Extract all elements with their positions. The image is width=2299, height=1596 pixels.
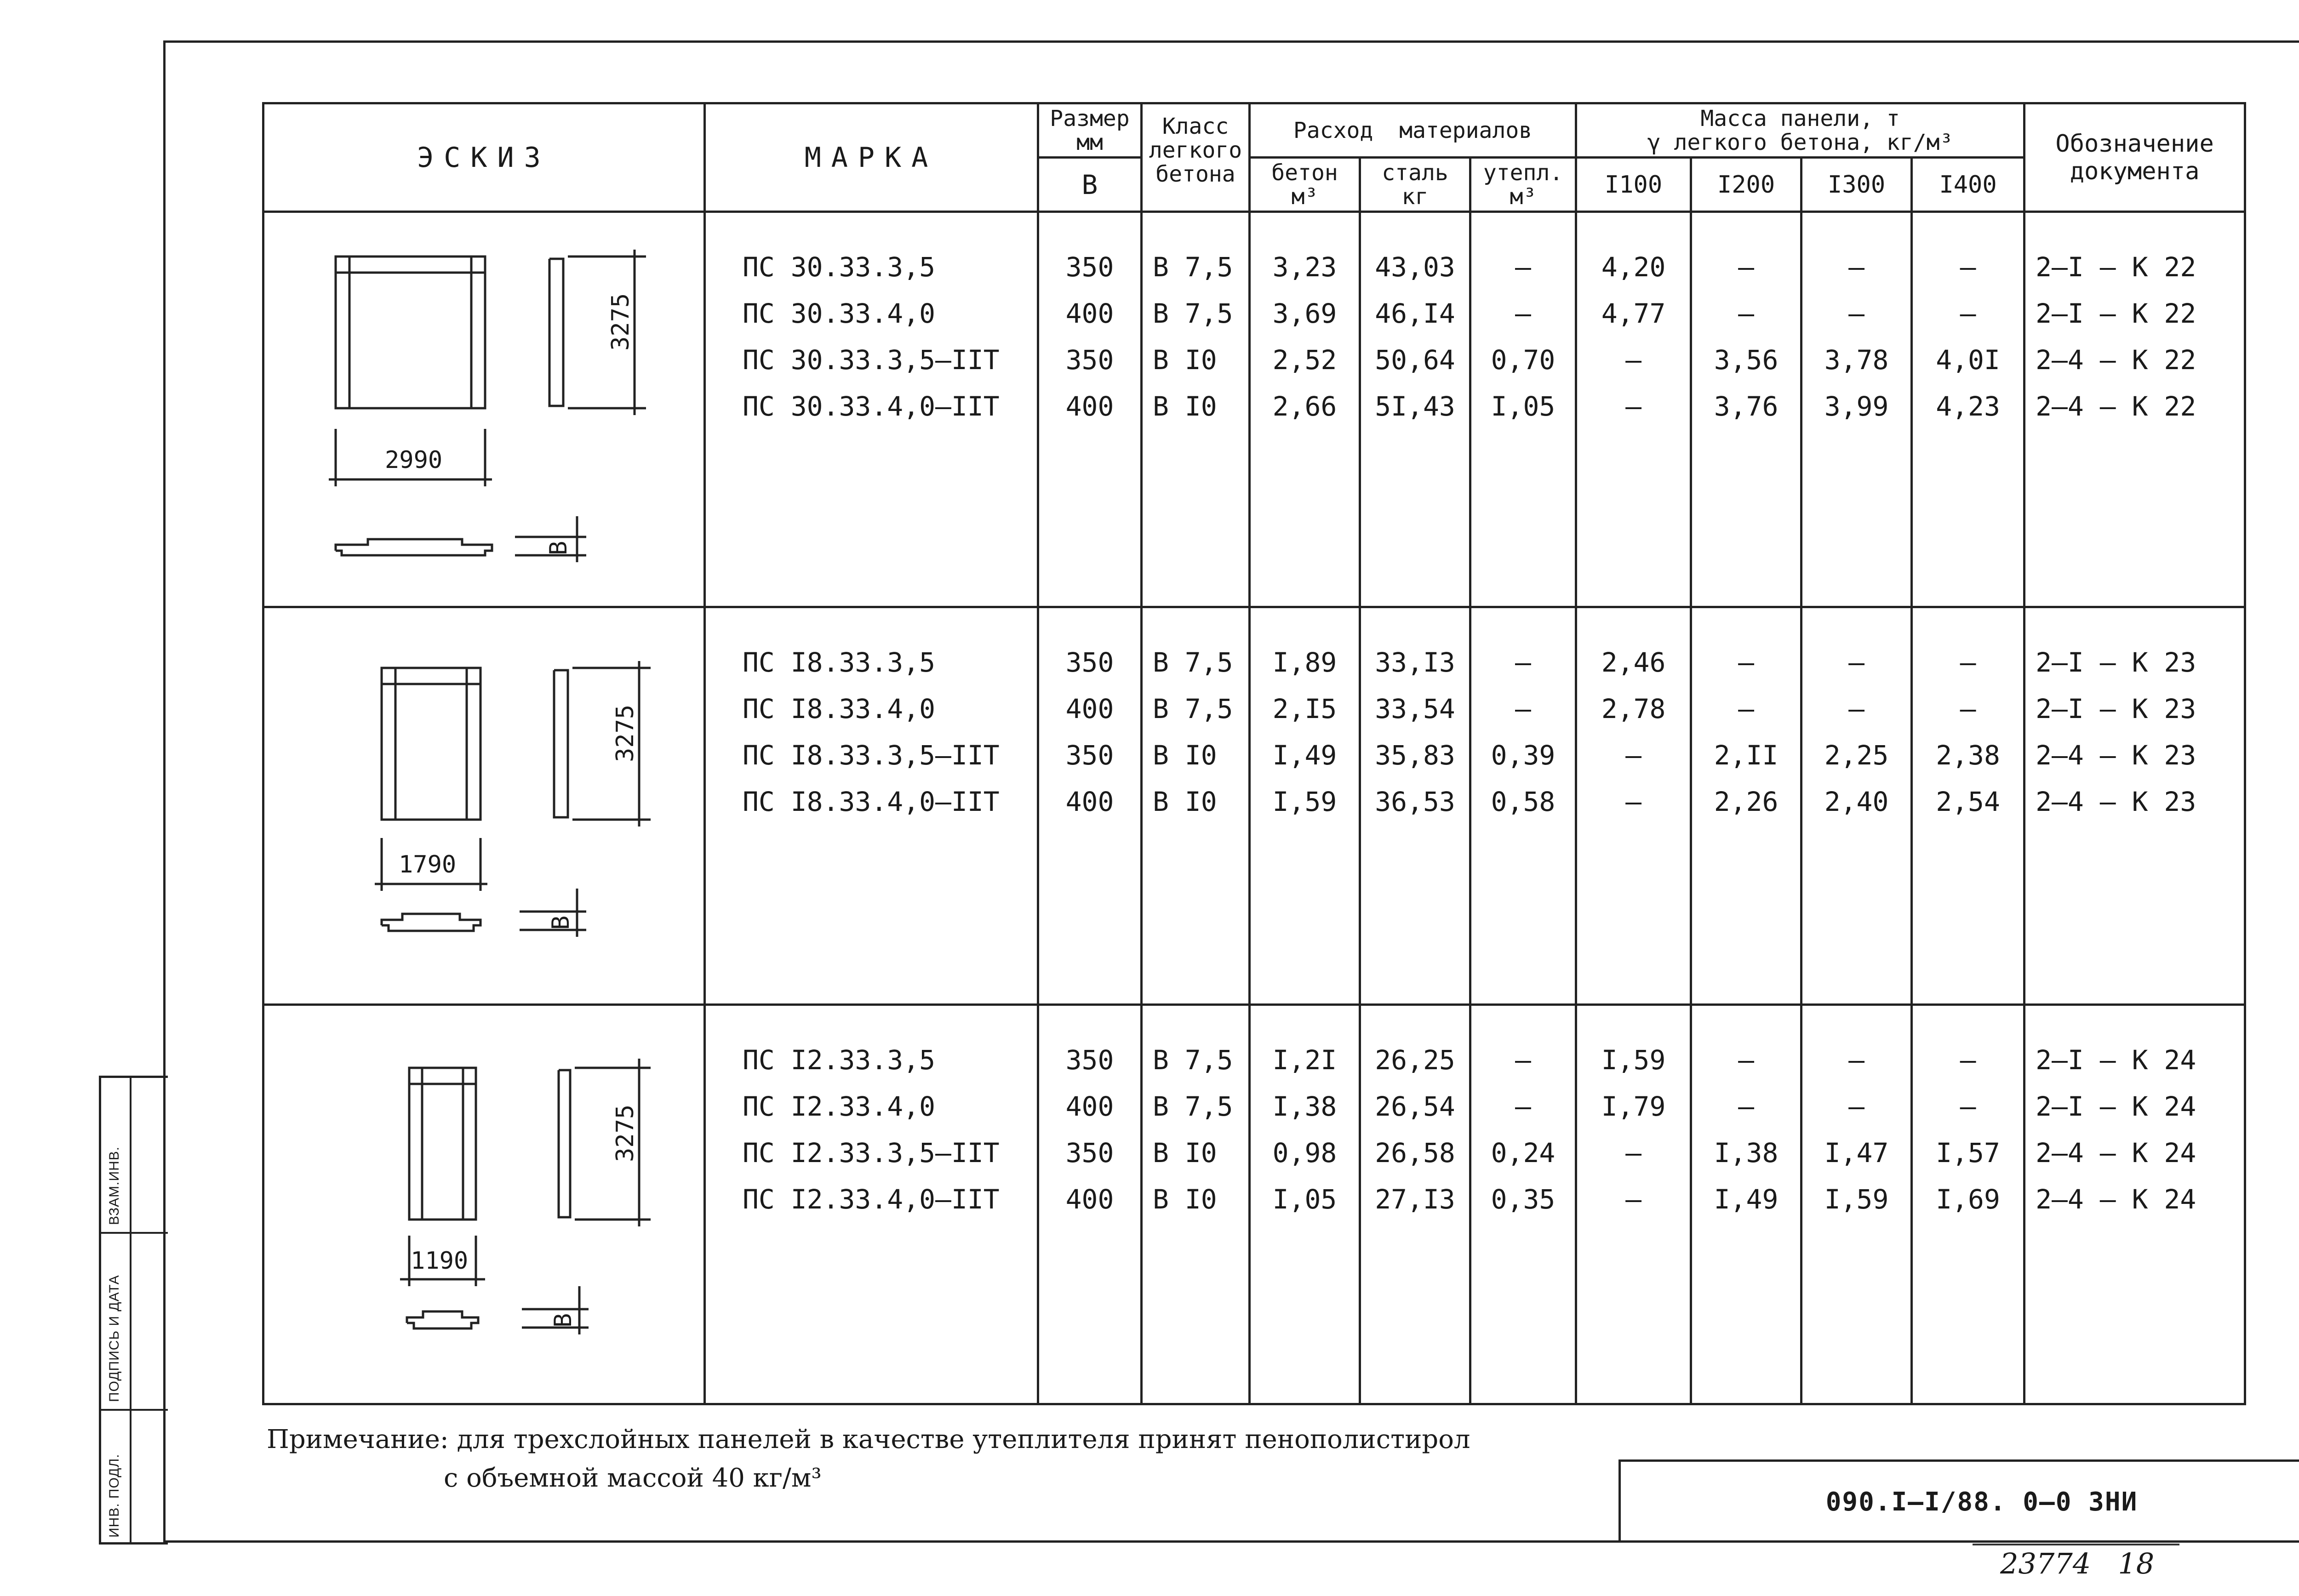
mass-value: – bbox=[1738, 298, 1754, 329]
mass-value: – bbox=[1738, 1044, 1754, 1076]
height-dimension-label: 3275 bbox=[612, 1104, 639, 1162]
beton-cell bbox=[1250, 212, 1360, 607]
side-strip-separator bbox=[101, 1409, 168, 1411]
stal-value: 26,58 bbox=[1375, 1137, 1455, 1168]
marka-value: ПС I2.33.3,5 bbox=[743, 1044, 936, 1076]
stal-value: 26,54 bbox=[1375, 1091, 1455, 1122]
klass-l1: Класс bbox=[1162, 114, 1229, 139]
mass-value: I,79 bbox=[1601, 1091, 1666, 1122]
mass-value: – bbox=[1848, 1044, 1864, 1076]
mass-d3-cell bbox=[1801, 1005, 1912, 1404]
klass-cell bbox=[1142, 1005, 1250, 1404]
col-stal bbox=[1360, 158, 1470, 212]
doc-value: 2–4 – К 22 bbox=[2036, 344, 2196, 376]
mass-value: – bbox=[1625, 786, 1641, 817]
side-stamp-strip bbox=[99, 1076, 168, 1545]
doc-value: 2–4 – К 23 bbox=[2036, 740, 2196, 771]
side-strip-separator bbox=[101, 1232, 168, 1234]
stal-value: 27,I3 bbox=[1375, 1184, 1455, 1215]
podpis-data-label: ПОДПИСЬ И ДАТА bbox=[107, 1275, 122, 1402]
mass-value: – bbox=[1625, 1137, 1641, 1168]
oboznachenie-l2: документа bbox=[2070, 157, 2200, 185]
mass-value: 2,78 bbox=[1601, 693, 1666, 724]
panel-sketch-drawing bbox=[264, 608, 706, 1006]
panel-sketch-drawing bbox=[264, 1006, 706, 1405]
mass-d1-cell bbox=[1576, 212, 1691, 607]
beton-l2: м³ bbox=[1291, 183, 1318, 210]
col-beton bbox=[1250, 158, 1360, 212]
stal-cell bbox=[1360, 1005, 1470, 1404]
signature-line bbox=[1973, 1544, 2179, 1545]
stal-value: 50,64 bbox=[1375, 344, 1455, 376]
doc-cell bbox=[2024, 1005, 2245, 1404]
mass-value: 3,56 bbox=[1714, 344, 1779, 376]
width-dimension-label: 1790 bbox=[399, 851, 457, 878]
doc-value: 2–I – К 24 bbox=[2036, 1091, 2196, 1122]
uteplitel-value: – bbox=[1515, 693, 1531, 724]
stal-l2: кг bbox=[1401, 183, 1429, 210]
mass-d3-cell bbox=[1801, 607, 1912, 1005]
b-dimension-label: В bbox=[545, 541, 572, 555]
marka-value: ПС 30.33.4,0 bbox=[743, 298, 936, 329]
b-value: 400 bbox=[1065, 1091, 1114, 1122]
sketch-cell bbox=[263, 212, 705, 607]
razmer-cell bbox=[1038, 607, 1142, 1005]
uteplitel-cell bbox=[1470, 607, 1576, 1005]
uteplitel-value: I,05 bbox=[1491, 391, 1556, 422]
mass-d4-cell bbox=[1912, 212, 2024, 607]
marka-value: ПС I8.33.3,5 bbox=[743, 647, 936, 678]
uteplitel-cell bbox=[1470, 1005, 1576, 1404]
beton-cell bbox=[1250, 607, 1360, 1005]
klass-value: В 7,5 bbox=[1153, 647, 1233, 678]
table-row-group bbox=[263, 607, 2245, 1005]
handwritten-page-number: 23774 18 bbox=[2000, 1547, 2155, 1580]
mass-value: – bbox=[1960, 298, 1976, 329]
height-dimension-label: 3275 bbox=[612, 704, 639, 762]
klass-value: В I0 bbox=[1153, 740, 1217, 771]
col-d2: I200 bbox=[1691, 158, 1801, 212]
height-dimension-label: 3275 bbox=[607, 293, 635, 351]
mass-value: – bbox=[1625, 1184, 1641, 1215]
razmer-cell bbox=[1038, 212, 1142, 607]
b-value: 400 bbox=[1065, 1184, 1114, 1215]
oboznachenie-l1: Обозначение bbox=[2055, 130, 2214, 158]
beton-value: 0,98 bbox=[1272, 1137, 1337, 1168]
mass-value: I,38 bbox=[1714, 1137, 1779, 1168]
beton-value: 3,69 bbox=[1272, 298, 1337, 329]
klass-value: В I0 bbox=[1153, 1184, 1217, 1215]
stal-value: 46,I4 bbox=[1375, 298, 1455, 329]
doc-cell bbox=[2024, 607, 2245, 1005]
width-dimension-label: 1190 bbox=[411, 1247, 469, 1275]
b-value: 350 bbox=[1065, 344, 1114, 376]
b-value: 400 bbox=[1065, 693, 1114, 724]
b-value: 350 bbox=[1065, 1137, 1114, 1168]
mass-value: 2,54 bbox=[1936, 786, 2000, 817]
mass-d3-cell bbox=[1801, 212, 1912, 607]
uteplitel-value: – bbox=[1515, 1091, 1531, 1122]
razmer-cell bbox=[1038, 1005, 1142, 1404]
note-block bbox=[267, 1420, 1470, 1498]
mass-d1-cell bbox=[1576, 607, 1691, 1005]
b-dimension-label: В bbox=[547, 915, 575, 930]
mass-value: – bbox=[1738, 647, 1754, 678]
mass-value: 2,II bbox=[1714, 740, 1779, 771]
beton-l1: бетон bbox=[1271, 160, 1338, 186]
beton-value: I,05 bbox=[1272, 1184, 1337, 1215]
klass-value: В 7,5 bbox=[1153, 1091, 1233, 1122]
document-code: 090.I–I/88. 0–0 ЗНИ bbox=[1825, 1487, 2138, 1517]
klass-value: В I0 bbox=[1153, 786, 1217, 817]
marka-value: ПС I2.33.3,5–IIТ bbox=[743, 1137, 1000, 1168]
mass-value: – bbox=[1848, 1091, 1864, 1122]
mass-value: 3,78 bbox=[1824, 344, 1889, 376]
beton-value: I,49 bbox=[1272, 740, 1337, 771]
mass-value: – bbox=[1738, 251, 1754, 283]
uteplitel-value: – bbox=[1515, 1044, 1531, 1076]
col-massa bbox=[1576, 103, 2024, 158]
razmer-label: Размер bbox=[1050, 105, 1130, 131]
marka-value: ПС 30.33.3,5–IIТ bbox=[743, 344, 1000, 376]
mass-d4-cell bbox=[1912, 1005, 2024, 1404]
mass-value: 2,40 bbox=[1824, 786, 1889, 817]
stal-value: 33,I3 bbox=[1375, 647, 1455, 678]
klass-value: В 7,5 bbox=[1153, 1044, 1233, 1076]
uteplitel-value: 0,58 bbox=[1491, 786, 1556, 817]
col-oboznachenie bbox=[2024, 103, 2245, 212]
panels-table bbox=[262, 102, 2246, 1405]
mass-d2-cell bbox=[1691, 212, 1801, 607]
klass-value: В I0 bbox=[1153, 391, 1217, 422]
doc-value: 2–I – К 24 bbox=[2036, 1044, 2196, 1076]
note-line-2: с объемной массой 40 кг/м³ bbox=[444, 1463, 822, 1493]
mass-value: 3,99 bbox=[1824, 391, 1889, 422]
stal-cell bbox=[1360, 607, 1470, 1005]
beton-cell bbox=[1250, 1005, 1360, 1404]
klass-value: В 7,5 bbox=[1153, 298, 1233, 329]
mass-value: 4,23 bbox=[1936, 391, 2000, 422]
col-razmer bbox=[1038, 103, 1142, 158]
mass-d4-cell bbox=[1912, 607, 2024, 1005]
mass-value: 2,38 bbox=[1936, 740, 2000, 771]
doc-value: 2–I – К 22 bbox=[2036, 298, 2196, 329]
inv-podl-label: ИНВ. ПОДЛ. bbox=[107, 1454, 122, 1538]
uteplitel-value: 0,39 bbox=[1491, 740, 1556, 771]
mass-value: – bbox=[1848, 647, 1864, 678]
stal-value: 35,83 bbox=[1375, 740, 1455, 771]
klass-cell bbox=[1142, 212, 1250, 607]
beton-value: 2,I5 bbox=[1272, 693, 1337, 724]
mass-value: – bbox=[1960, 647, 1976, 678]
mass-value: 4,77 bbox=[1601, 298, 1666, 329]
b-dimension-label: В bbox=[549, 1313, 577, 1328]
uteplitel-value: 0,24 bbox=[1491, 1137, 1556, 1168]
doc-value: 2–4 – К 22 bbox=[2036, 391, 2196, 422]
uteplitel-value: – bbox=[1515, 647, 1531, 678]
marka-cell bbox=[705, 1005, 1038, 1404]
b-value: 350 bbox=[1065, 251, 1114, 283]
stal-cell bbox=[1360, 212, 1470, 607]
beton-value: 2,66 bbox=[1272, 391, 1337, 422]
mass-value: – bbox=[1848, 693, 1864, 724]
mass-value: 2,26 bbox=[1714, 786, 1779, 817]
b-value: 350 bbox=[1065, 740, 1114, 771]
mass-value: I,57 bbox=[1936, 1137, 2000, 1168]
stal-value: 26,25 bbox=[1375, 1044, 1455, 1076]
mass-d1-cell bbox=[1576, 1005, 1691, 1404]
mass-value: – bbox=[1960, 1091, 1976, 1122]
panel-sketch-drawing bbox=[264, 213, 706, 608]
beton-value: I,2I bbox=[1272, 1044, 1337, 1076]
klass-l2: легкого bbox=[1149, 137, 1242, 163]
marka-value: ПС I2.33.4,0–IIТ bbox=[743, 1184, 1000, 1215]
col-d4: I400 bbox=[1912, 158, 2024, 212]
mass-value: – bbox=[1625, 391, 1641, 422]
uteplitel-value: – bbox=[1515, 251, 1531, 283]
beton-value: I,38 bbox=[1272, 1091, 1337, 1122]
width-dimension-label: 2990 bbox=[385, 446, 443, 474]
col-eskiz: ЭСКИЗ bbox=[263, 103, 705, 212]
stal-l1: сталь bbox=[1382, 160, 1448, 186]
sketch-cell bbox=[263, 607, 705, 1005]
b-value: 400 bbox=[1065, 786, 1114, 817]
side-strip-divider bbox=[130, 1078, 132, 1542]
marka-cell bbox=[705, 212, 1038, 607]
klass-cell bbox=[1142, 607, 1250, 1005]
uteplitel-value: – bbox=[1515, 298, 1531, 329]
mass-value: – bbox=[1848, 298, 1864, 329]
mass-value: – bbox=[1625, 740, 1641, 771]
massa-l2: γ легкого бетона, кг/м³ bbox=[1647, 129, 1953, 155]
mass-value: 3,76 bbox=[1714, 391, 1779, 422]
mass-value: 2,25 bbox=[1824, 740, 1889, 771]
doc-value: 2–4 – К 24 bbox=[2036, 1184, 2196, 1215]
mass-value: – bbox=[1738, 1091, 1754, 1122]
klass-value: В I0 bbox=[1153, 1137, 1217, 1168]
doc-cell bbox=[2024, 212, 2245, 607]
uteplitel-value: 0,70 bbox=[1491, 344, 1556, 376]
mass-value: 2,46 bbox=[1601, 647, 1666, 678]
mass-value: – bbox=[1738, 693, 1754, 724]
stal-value: 33,54 bbox=[1375, 693, 1455, 724]
massa-l1: Масса панели, т bbox=[1700, 105, 1900, 131]
col-marka: МАРКА bbox=[705, 103, 1038, 212]
b-value: 400 bbox=[1065, 391, 1114, 422]
b-value: 400 bbox=[1065, 298, 1114, 329]
table-row-group bbox=[263, 1005, 2245, 1404]
col-d3: I300 bbox=[1801, 158, 1912, 212]
razmer-unit: мм bbox=[1076, 129, 1103, 155]
doc-value: 2–I – К 22 bbox=[2036, 251, 2196, 283]
beton-value: I,89 bbox=[1272, 647, 1337, 678]
uteplitel-l1: утепл. bbox=[1483, 160, 1563, 186]
uteplitel-value: 0,35 bbox=[1491, 1184, 1556, 1215]
mass-value: – bbox=[1960, 1044, 1976, 1076]
col-razmer-b: В bbox=[1038, 158, 1142, 212]
stal-value: 43,03 bbox=[1375, 251, 1455, 283]
mass-value: – bbox=[1960, 251, 1976, 283]
marka-value: ПС 30.33.4,0–IIТ bbox=[743, 391, 1000, 422]
mass-value: 4,0I bbox=[1936, 344, 2000, 376]
beton-value: I,59 bbox=[1272, 786, 1337, 817]
doc-value: 2–I – К 23 bbox=[2036, 693, 2196, 724]
klass-value: В 7,5 bbox=[1153, 693, 1233, 724]
col-rashod: Расход материалов bbox=[1250, 103, 1576, 158]
doc-value: 2–4 – К 23 bbox=[2036, 786, 2196, 817]
mass-value: I,69 bbox=[1936, 1184, 2000, 1215]
vzam-inv-label: ВЗАМ.ИНВ. bbox=[107, 1146, 122, 1225]
stal-value: 36,53 bbox=[1375, 786, 1455, 817]
mass-value: – bbox=[1960, 693, 1976, 724]
title-stamp bbox=[1618, 1459, 2299, 1542]
table-row-group bbox=[263, 212, 2245, 607]
col-d1: I100 bbox=[1576, 158, 1691, 212]
mass-value: I,59 bbox=[1601, 1044, 1666, 1076]
marka-value: ПС I2.33.4,0 bbox=[743, 1091, 936, 1122]
b-value: 350 bbox=[1065, 1044, 1114, 1076]
uteplitel-cell bbox=[1470, 212, 1576, 607]
mass-value: I,47 bbox=[1824, 1137, 1889, 1168]
col-klass bbox=[1142, 103, 1250, 212]
beton-value: 3,23 bbox=[1272, 251, 1337, 283]
mass-value: I,49 bbox=[1714, 1184, 1779, 1215]
doc-value: 2–I – К 23 bbox=[2036, 647, 2196, 678]
marka-value: ПС I8.33.4,0 bbox=[743, 693, 936, 724]
uteplitel-l2: м³ bbox=[1510, 183, 1537, 210]
mass-value: – bbox=[1848, 251, 1864, 283]
marka-value: ПС I8.33.3,5–IIТ bbox=[743, 740, 1000, 771]
marka-value: ПС I8.33.4,0–IIТ bbox=[743, 786, 1000, 817]
col-uteplitel bbox=[1470, 158, 1576, 212]
mass-value: I,59 bbox=[1824, 1184, 1889, 1215]
mass-value: – bbox=[1625, 344, 1641, 376]
beton-value: 2,52 bbox=[1272, 344, 1337, 376]
klass-value: В I0 bbox=[1153, 344, 1217, 376]
klass-l3: бетона bbox=[1155, 161, 1235, 187]
marka-cell bbox=[705, 607, 1038, 1005]
mass-d2-cell bbox=[1691, 607, 1801, 1005]
stal-value: 5I,43 bbox=[1375, 391, 1455, 422]
mass-value: 4,20 bbox=[1601, 251, 1666, 283]
mass-d2-cell bbox=[1691, 1005, 1801, 1404]
marka-value: ПС 30.33.3,5 bbox=[743, 251, 936, 283]
note-line-1: Примечание: для трехслойных панелей в качестве утеплителя принят пенополистирол bbox=[267, 1425, 1470, 1454]
sketch-cell bbox=[263, 1005, 705, 1404]
klass-value: В 7,5 bbox=[1153, 251, 1233, 283]
b-value: 350 bbox=[1065, 647, 1114, 678]
doc-value: 2–4 – К 24 bbox=[2036, 1137, 2196, 1168]
